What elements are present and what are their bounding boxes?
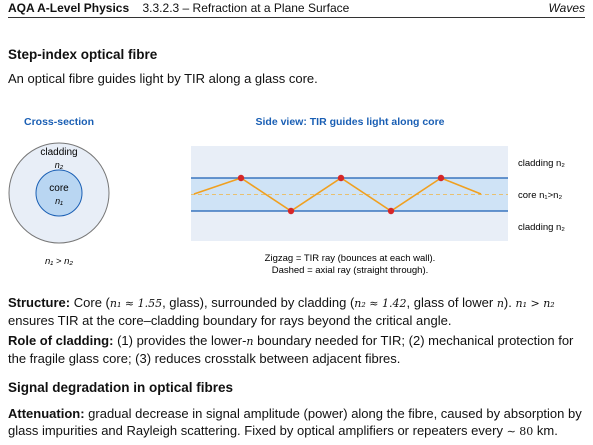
bounce-point [438,175,444,181]
cross-section-title: Cross-section [23,116,95,128]
intro-paragraph: An optical fibre guides light by TIR along a glass core. [8,71,318,86]
label-core: core n₁>n₂ [518,190,563,201]
n-math: n [496,297,504,310]
structure-text: Core ( [73,295,110,310]
page-header [8,0,585,18]
section-title: 3.3.2.3 – Refraction at a Plane Surface [142,1,350,15]
topic-label: Waves [548,1,585,15]
core-label: core [49,183,69,194]
caption-dashed: Dashed = axial ray (straight through). [271,265,429,276]
structure-text: ). [503,295,516,310]
section-heading-degradation: Signal degradation in optical fibres [8,380,234,395]
bounce-point [388,208,394,214]
attenuation-text: km. [533,423,558,438]
core-n-label: n₁ [55,196,63,206]
structure-text: , glass of lower [406,295,497,310]
fibre-figure [0,105,593,295]
structure-text: ensures TIR at the core–cladding boundary for rays beyond the critical angle. [8,313,452,328]
bounce-point [338,175,344,181]
core-index-math: n₁ ≈ 1.55 [109,297,163,310]
index-relation: n₁ > n₂ [44,256,74,267]
attenuation-text: gradual decrease in signal amplitude (power) along the fibre, caused by absorption by glass impurities and Rayleigh scattering. Fixed by optical amplifiers or repeaters every [8,406,582,438]
course-title: AQA A-Level Physics [8,1,130,15]
cladding-index-math: n₂ ≈ 1.42 [354,297,407,310]
label-cladding-bottom: cladding n₂ [518,222,565,233]
structure-label: Structure: [8,295,71,310]
cladding-role-label: Role of cladding: [8,333,114,348]
distance-math: ∼ 80 [506,425,534,438]
cladding-role-paragraph [8,332,586,367]
bounce-point [288,208,294,214]
cladding-label: cladding [40,147,78,158]
attenuation-paragraph [8,405,586,440]
caption-zigzag: Zigzag = TIR ray (bounces at each wall). [264,253,436,264]
section-heading-step-index: Step-index optical fibre [8,47,158,62]
relation-math: n₁ > n₂ [515,297,555,310]
cladding-role-text: boundary needed for TIR; (2) mechanical protection for the fragile glass core; (3) reduces crosstalk between adjacent fibres. [8,333,574,366]
attenuation-label: Attenuation: [8,406,85,421]
cladding-n-label: n₂ [54,160,64,170]
bounce-point [238,175,244,181]
structure-paragraph [8,294,586,329]
label-cladding-top: cladding n₂ [518,158,565,169]
side-view-title: Side view: TIR guides light along core [255,116,445,128]
cladding-role-text: (1) provides the lower- [113,333,247,348]
n-math: n [246,335,254,348]
structure-text: , glass), surrounded by cladding ( [162,295,355,310]
